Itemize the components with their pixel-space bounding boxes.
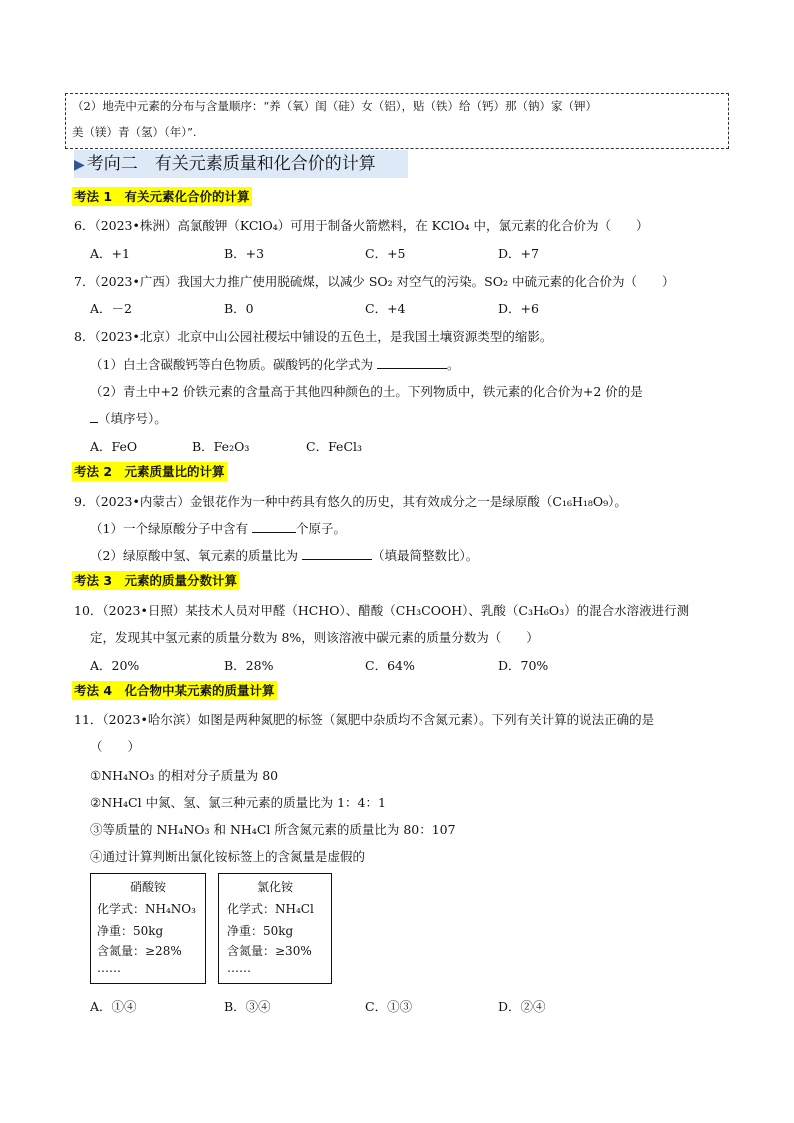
q8-option-c: C．FeCl₃ [306,439,363,454]
label-ellipsis: …… [97,961,121,975]
q6-stem: 6．（2023•株洲）高氯酸钾（KClO₄）可用于制备火箭燃料，在 KClO₄ 中，氯元素的化合价为（ ） [74,218,649,233]
label-ellipsis: …… [227,961,251,975]
method-tag-1: 考法 1 有关元素化合价的计算 [74,189,250,204]
q11-option-c: C．①③ [365,999,413,1014]
q8-option-a: A．FeO [90,439,138,454]
q7-option-d: D．+6 [498,301,539,316]
q8-sub1 [90,355,459,373]
q9-sub1 [90,519,346,537]
method-tag-4: 考法 4 化合物中某元素的质量计算 [74,683,275,698]
q6-option-b: B．+3 [224,246,265,261]
q8-sub2a: （2）青土中+2 价铁元素的含量高于其他四种颜色的土。下列物质中，铁元素的化合价为+2 价的是 [90,384,643,399]
q10-option-b: B．28% [224,658,274,673]
q11-stem-1: 11．（2023•哈尔滨）如图是两种氮肥的标签（氮肥中杂质均不含氮元素）。下列有关计算的说法正确的是 [74,712,655,727]
section-heading [74,150,408,178]
label-net-weight: 净重：50kg [227,924,294,938]
label-formula: 化学式：NH₄NO₃ [97,902,196,916]
label-name: 硝酸铵 [129,880,166,894]
q11-option-b: B．③④ [224,999,271,1014]
q9-sub2 [90,546,478,564]
q8-option-b: B．Fe₂O₃ [192,439,250,454]
label-net-weight: 净重：50kg [97,924,164,938]
q7-stem: 7．（2023•广西）我国大力推广使用脱硫煤，以减少 SO₂ 对空气的污染。SO₂ 中硫元素的化合价为（ ） [74,274,675,289]
q9-sub1-end: 个原子。 [295,521,346,536]
q10-stem-2: 定，发现其中氢元素的质量分数为 8%，则该溶液中碳元素的质量分数为（ ） [90,630,539,645]
note-line-1: （2）地壳中元素的分布与含量顺序：“养（氧）闺（硅）女（铝），贴（铁）给（钙）那（钠）家（钾） [72,99,597,113]
q9-sub1-text: （1）一个绿原酸分子中含有 [90,521,248,536]
q10-option-c: C．64% [365,658,415,673]
q8-stem: 8．（2023•北京）北京中山公园社稷坛中铺设的五色土，是我国土壤资源类型的缩影。 [74,329,553,344]
q11-statement-1: ①NH₄NO₃ 的相对分子质量为 80 [90,768,279,783]
q6-option-c: C．+5 [365,246,406,261]
q8-sub1-end: 。 [446,357,460,372]
q10-option-a: A．20% [90,658,140,673]
q9-answer-blank-2[interactable] [302,547,372,560]
method-tag-3: 考法 3 元素的质量分数计算 [74,573,238,588]
q11-option-a: A．①④ [90,999,137,1014]
q11-statement-2: ②NH₄Cl 中氮、氢、氯三种元素的质量比为 1：4：1 [90,795,386,810]
q8-answer-blank-1[interactable] [377,356,447,369]
q10-stem-1: 10．（2023•日照）某技术人员对甲醛（HCHO）、醋酸（CH₃COOH）、乳酸（C₃H₆O₃）的混合水溶液进行测 [74,603,690,618]
q7-option-a: A．－2 [90,301,132,316]
label-name: 氯化铵 [256,880,293,894]
label-formula: 化学式：NH₄Cl [227,902,314,916]
label-nitrogen-content: 含氮量：≥28% [97,944,182,958]
q11-statement-3: ③等质量的 NH₄NO₃ 和 NH₄Cl 所含氮元素的质量比为 80：107 [90,822,456,837]
q6-option-a: A．+1 [90,246,130,261]
q9-answer-blank-1[interactable] [252,520,296,533]
q7-option-b: B．0 [224,301,254,316]
q10-option-d: D．70% [498,658,549,673]
q8-sub2b-text: （填序号）。 [98,411,167,426]
method-tag-2: 考法 2 元素质量比的计算 [74,464,225,479]
q8-answer-blank-2[interactable] [90,410,98,423]
section-title: 考向二 有关元素质量和化合价的计算 [86,154,376,174]
q9-stem: 9．（2023•内蒙古）金银花作为一种中药具有悠久的历史，其有效成分之一是绿原酸（C₁₆H₁₈O₉）。 [74,494,627,509]
label-nitrogen-content: 含氮量：≥30% [227,944,312,958]
q7-option-c: C．+4 [365,301,406,316]
q9-sub2-text: （2）绿原酸中氢、氧元素的质量比为 [90,548,298,563]
fertilizer-label-ammonium-nitrate [90,873,206,984]
q11-statement-4: ④通过计算判断出氯化铵标签上的含氮量是虚假的 [90,849,366,864]
q11-stem-2: （ ） [90,739,141,754]
triangle-marker-icon: ▶ [74,157,85,173]
q6-option-d: D．+7 [498,246,539,261]
note-line-2: 美（镁）青（氢）（年）”. [72,125,197,139]
q9-sub2-end: （填最简整数比）。 [371,548,479,563]
q11-option-d: D．②④ [498,999,546,1014]
q8-sub1-text: （1）白土含碳酸钙等白色物质。碳酸钙的化学式为 [90,357,373,372]
q8-sub2b [90,409,167,427]
fertilizer-label-ammonium-chloride [218,873,332,984]
